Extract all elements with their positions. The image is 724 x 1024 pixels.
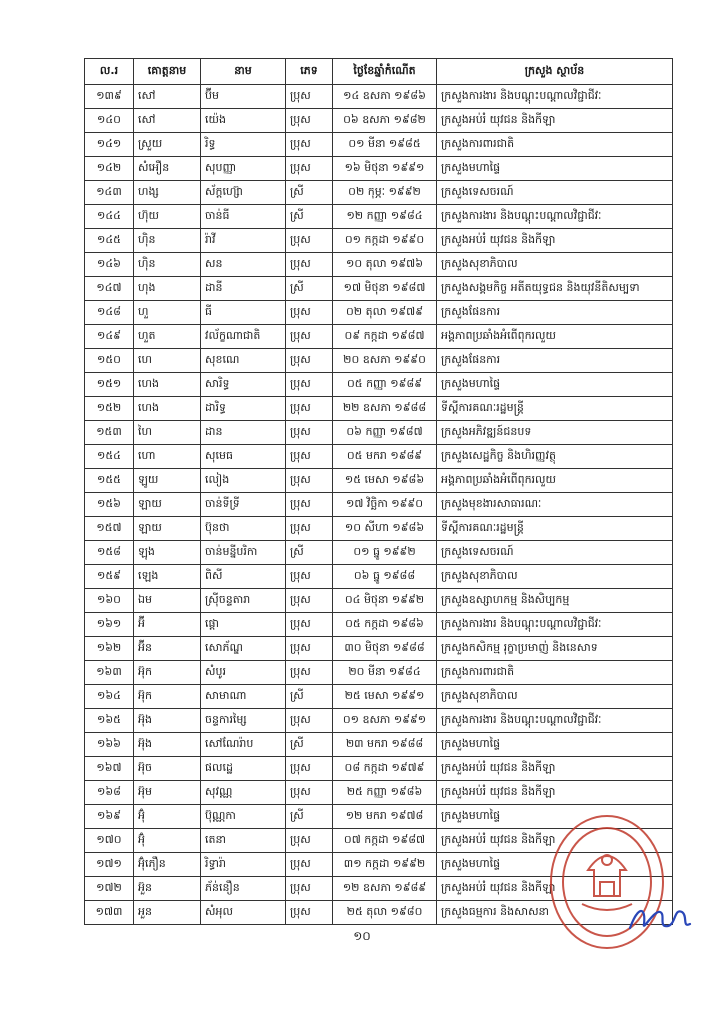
cell-number: ១៦៥: [85, 709, 134, 733]
cell-gender: ប្រុស: [286, 301, 333, 325]
cell-given-name: សារិទ្ធ: [201, 373, 286, 397]
table-row: [85, 301, 673, 325]
cell-number: ១៤៥: [85, 229, 134, 253]
cell-gender: ប្រុស: [286, 589, 333, 613]
cell-surname: ហោ: [134, 445, 201, 469]
table-row: [85, 637, 673, 661]
cell-ministry: ក្រសួងអភិវឌ្ឍន៍ជនបទ: [437, 421, 673, 445]
table-row: [85, 565, 673, 589]
cell-number: ១៥២: [85, 397, 134, 421]
cell-given-name: ចាន់ធី: [201, 205, 286, 229]
cell-gender: ប្រុស: [286, 853, 333, 877]
table-row: [85, 181, 673, 205]
cell-gender: ប្រុស: [286, 421, 333, 445]
cell-number: ១៧០: [85, 829, 134, 853]
cell-date-of-birth: ០៥ មករា ១៩៨៩: [333, 445, 437, 469]
cell-ministry: ក្រសួងអប់រំ យុវជន និងកីឡា: [437, 877, 673, 901]
cell-ministry: ក្រសួងការពារជាតិ: [437, 133, 673, 157]
header-number: ល.រ: [85, 59, 134, 85]
cell-number: ១៧១: [85, 853, 134, 877]
cell-surname: សំអឿន: [134, 157, 201, 181]
cell-number: ១៥៥: [85, 469, 134, 493]
table-body: [85, 85, 673, 925]
cell-number: ១៥៧: [85, 517, 134, 541]
table-row: [85, 685, 673, 709]
cell-number: ១៤៩: [85, 325, 134, 349]
cell-gender: ប្រុស: [286, 229, 333, 253]
cell-ministry: អង្គភាពប្រឆាំងអំពើពុករលួយ: [437, 469, 673, 493]
cell-ministry: ក្រសួងការងារ និងបណ្តុះបណ្តាលវិជ្ជាជីវៈ: [437, 613, 673, 637]
cell-given-name: ចន្ទការម្សៃ: [201, 709, 286, 733]
cell-given-name: សុមេធ: [201, 445, 286, 469]
cell-given-name: រ៉ាវី: [201, 229, 286, 253]
cell-date-of-birth: ១២ ឧសភា ១៩៨៩: [333, 877, 437, 901]
table-row: [85, 229, 673, 253]
cell-date-of-birth: ០៦ ឧសភា ១៩៨២: [333, 109, 437, 133]
cell-given-name: វល័ក្ខណាជាតិ: [201, 325, 286, 349]
cell-surname: ហេ: [134, 349, 201, 373]
cell-gender: ប្រុស: [286, 829, 333, 853]
cell-date-of-birth: ៣០ មិថុនា ១៩៨៨: [333, 637, 437, 661]
cell-gender: ប្រុស: [286, 517, 333, 541]
cell-gender: ប្រុស: [286, 565, 333, 589]
table-row: [85, 349, 673, 373]
cell-ministry: ក្រសួងឧស្សាហកម្ម និងសិប្បកម្ម: [437, 589, 673, 613]
cell-number: ១៤២: [85, 157, 134, 181]
cell-gender: ប្រុស: [286, 709, 333, 733]
cell-date-of-birth: ០១ មីនា ១៩៨៥: [333, 133, 437, 157]
cell-given-name: តេនា: [201, 829, 286, 853]
cell-surname: ហួ: [134, 301, 201, 325]
cell-given-name: សៅណែរ៉ាប: [201, 733, 286, 757]
cell-ministry: ទីស្តីការគណៈរដ្ឋមន្ត្រី: [437, 397, 673, 421]
cell-gender: ស្រី: [286, 805, 333, 829]
cell-date-of-birth: ០៩ កក្កដា ១៩៨៧: [333, 325, 437, 349]
cell-given-name: ដាន: [201, 421, 286, 445]
cell-gender: ប្រុស: [286, 469, 333, 493]
cell-number: ១៤៤: [85, 205, 134, 229]
table-row: [85, 397, 673, 421]
cell-surname: អ៊ុង: [134, 709, 201, 733]
cell-ministry: ក្រសួងមហាផ្ទៃ: [437, 373, 673, 397]
cell-gender: ប្រុស: [286, 637, 333, 661]
cell-number: ១៦៣: [85, 661, 134, 685]
table-row: [85, 613, 673, 637]
cell-gender: ប្រុស: [286, 397, 333, 421]
cell-number: ១៥៤: [85, 445, 134, 469]
cell-ministry: ក្រសួងមហាផ្ទៃ: [437, 805, 673, 829]
table-row: [85, 517, 673, 541]
cell-date-of-birth: ២២ ឧសភា ១៩៨៨: [333, 397, 437, 421]
table-row: [85, 325, 673, 349]
cell-given-name: ប៊ុណ្ណកា: [201, 805, 286, 829]
cell-number: ១៧៣: [85, 901, 134, 925]
cell-gender: ប្រុស: [286, 325, 333, 349]
cell-surname: ហេង: [134, 373, 201, 397]
cell-date-of-birth: ១០ តុលា ១៩៧៦: [333, 253, 437, 277]
cell-date-of-birth: ០១ កក្កដា ១៩៩០: [333, 229, 437, 253]
cell-surname: សៅ: [134, 109, 201, 133]
cell-number: ១៥៣: [85, 421, 134, 445]
cell-surname: អ៊ុច: [134, 757, 201, 781]
cell-given-name: ចាន់មន្នីបរិកា: [201, 541, 286, 565]
header-ministry: ក្រសួង ស្ថាប័ន: [437, 59, 673, 85]
cell-ministry: ក្រសួងសុខាភិបាល: [437, 565, 673, 589]
cell-number: ១៤៣: [85, 181, 134, 205]
cell-given-name: សាមាណា: [201, 685, 286, 709]
cell-ministry: ទីស្តីការគណៈរដ្ឋមន្ត្រី: [437, 517, 673, 541]
cell-ministry: ក្រសួងការងារ និងបណ្តុះបណ្តាលវិជ្ជាជីវៈ: [437, 85, 673, 109]
cell-number: ១៥៩: [85, 565, 134, 589]
table-row: [85, 589, 673, 613]
cell-surname: ហួត: [134, 325, 201, 349]
cell-ministry: ក្រសួងមហាផ្ទៃ: [437, 733, 673, 757]
cell-surname: អ៊ី: [134, 613, 201, 637]
cell-date-of-birth: ១៧ វិច្ឆិកា ១៩៩០: [333, 493, 437, 517]
cell-ministry: ក្រសួងសុខាភិបាល: [437, 685, 673, 709]
personnel-table: [84, 58, 673, 925]
cell-given-name: សំអុល: [201, 901, 286, 925]
header-date-of-birth: ថ្ងៃខែឆ្នាំកំណើត: [333, 59, 437, 85]
cell-date-of-birth: ១៥ មេសា ១៩៨៦: [333, 469, 437, 493]
cell-number: ១៤១: [85, 133, 134, 157]
table-row: [85, 469, 673, 493]
cell-surname: សៅ: [134, 85, 201, 109]
cell-surname: អ៊ុក: [134, 661, 201, 685]
table-row: [85, 109, 673, 133]
cell-given-name: ដានី: [201, 277, 286, 301]
cell-surname: ហ៊ិន: [134, 253, 201, 277]
cell-gender: ប្រុស: [286, 493, 333, 517]
cell-number: ១៦៩: [85, 805, 134, 829]
cell-date-of-birth: ២៥ កញ្ញា ១៩៨៦: [333, 781, 437, 805]
cell-given-name: ភ័ន់នឿន: [201, 877, 286, 901]
cell-date-of-birth: ០៧ កក្កដា ១៩៨៧: [333, 829, 437, 853]
cell-date-of-birth: ១៦ មិថុនា ១៩៩១: [333, 157, 437, 181]
cell-ministry: ក្រសួងអប់រំ យុវជន និងកីឡា: [437, 109, 673, 133]
cell-gender: ស្រី: [286, 733, 333, 757]
cell-gender: ស្រី: [286, 205, 333, 229]
cell-surname: ហៃ: [134, 421, 201, 445]
cell-ministry: ក្រសួងទេសចរណ៍: [437, 541, 673, 565]
cell-date-of-birth: ២៥ តុលា ១៩៨០: [333, 901, 437, 925]
cell-date-of-birth: ០២ តុលា ១៩៧៩: [333, 301, 437, 325]
cell-date-of-birth: ០៥ កក្កដា ១៩៨៦: [333, 613, 437, 637]
table-row: [85, 373, 673, 397]
cell-date-of-birth: ១២ មករា ១៩៧៨: [333, 805, 437, 829]
cell-surname: ហុង: [134, 277, 201, 301]
cell-ministry: ក្រសួងអប់រំ យុវជន និងកីឡា: [437, 757, 673, 781]
cell-gender: ប្រុស: [286, 661, 333, 685]
cell-surname: ឡូយ: [134, 469, 201, 493]
cell-ministry: ក្រសួងធម្មការ និងសាសនា: [437, 901, 673, 925]
cell-gender: ប្រុស: [286, 901, 333, 925]
cell-ministry: ក្រសួងសុខាភិបាល: [437, 253, 673, 277]
cell-date-of-birth: ១៧ មិថុនា ១៩៨៧: [333, 277, 437, 301]
cell-date-of-birth: ២០ ឧសភា ១៩៩០: [333, 349, 437, 373]
table-row: [85, 205, 673, 229]
cell-date-of-birth: ២០ មីនា ១៩៨៤: [333, 661, 437, 685]
cell-surname: អ៊ួន: [134, 877, 201, 901]
cell-gender: ប្រុស: [286, 373, 333, 397]
cell-ministry: ក្រសួងមហាផ្ទៃ: [437, 157, 673, 181]
cell-given-name: ផលដ្ឋេ: [201, 757, 286, 781]
table-row: [85, 445, 673, 469]
table-row: [85, 493, 673, 517]
table-row: [85, 133, 673, 157]
cell-surname: អ៊ុំភឿន: [134, 853, 201, 877]
header-given-name: នាម: [201, 59, 286, 85]
cell-ministry: អង្គភាពប្រឆាំងអំពើពុករលួយ: [437, 325, 673, 349]
cell-gender: ស្រី: [286, 277, 333, 301]
cell-given-name: ផ្ដោ: [201, 613, 286, 637]
signature: [624, 898, 694, 938]
cell-ministry: ក្រសួងមុខងារសាធារណៈ: [437, 493, 673, 517]
cell-given-name: លៀង: [201, 469, 286, 493]
cell-date-of-birth: ០៥ កញ្ញា ១៩៨៩: [333, 373, 437, 397]
cell-gender: ប្រុស: [286, 445, 333, 469]
cell-surname: ហ៊ុយ: [134, 205, 201, 229]
cell-gender: ប្រុស: [286, 877, 333, 901]
cell-given-name: យ៉េង: [201, 109, 286, 133]
cell-number: ១៤៨: [85, 301, 134, 325]
cell-given-name: សោភ័ណ្ឌ: [201, 637, 286, 661]
cell-date-of-birth: ២៥ មេសា ១៩៩១: [333, 685, 437, 709]
table-row: [85, 757, 673, 781]
cell-gender: ប្រុស: [286, 85, 333, 109]
cell-ministry: ក្រសួងការងារ និងបណ្តុះបណ្តាលវិជ្ជាជីវៈ: [437, 709, 673, 733]
cell-gender: ប្រុស: [286, 109, 333, 133]
cell-surname: ឯម: [134, 589, 201, 613]
cell-gender: ប្រុស: [286, 349, 333, 373]
table-header-row: [85, 59, 673, 85]
cell-gender: ស្រី: [286, 541, 333, 565]
cell-number: ១៣៩: [85, 85, 134, 109]
cell-ministry: ក្រសួងការពារជាតិ: [437, 661, 673, 685]
cell-date-of-birth: ០៨ កក្កដា ១៩៧៩: [333, 757, 437, 781]
header-gender: ភេទ: [286, 59, 333, 85]
cell-date-of-birth: ១០ សីហា ១៩៨៦: [333, 517, 437, 541]
cell-surname: ហេង: [134, 397, 201, 421]
table-row: [85, 157, 673, 181]
cell-number: ១៦៨: [85, 781, 134, 805]
table-row: [85, 709, 673, 733]
cell-given-name: រិទ្ធារ៉ា: [201, 853, 286, 877]
cell-given-name: សុបញ្ញា: [201, 157, 286, 181]
cell-surname: ស្រួយ: [134, 133, 201, 157]
cell-number: ១៤៦: [85, 253, 134, 277]
cell-given-name: ស័ក្ដហ្ស៊ោ: [201, 181, 286, 205]
cell-number: ១៧២: [85, 877, 134, 901]
cell-date-of-birth: ០២ កុម្ភៈ ១៩៩២: [333, 181, 437, 205]
cell-gender: ប្រុស: [286, 133, 333, 157]
cell-date-of-birth: ៣១ កក្កដា ១៩៩២: [333, 853, 437, 877]
table-row: [85, 85, 673, 109]
cell-ministry: ក្រសួងទេសចរណ៍: [437, 181, 673, 205]
cell-ministry: ក្រសួងផែនការ: [437, 349, 673, 373]
cell-ministry: ក្រសួងកសិកម្ម រុក្ខាប្រមាញ់ និងនេសាទ: [437, 637, 673, 661]
cell-gender: ប្រុស: [286, 613, 333, 637]
cell-gender: ស្រី: [286, 685, 333, 709]
cell-ministry: ក្រសួងសង្គមកិច្ច អតីតយុទ្ធជន និងយុវនីតិសម្បទា: [437, 277, 673, 301]
cell-number: ១៦១: [85, 613, 134, 637]
cell-date-of-birth: ០១ ឧសភា ១៩៩១: [333, 709, 437, 733]
cell-ministry: ក្រសួងអប់រំ យុវជន និងកីឡា: [437, 229, 673, 253]
cell-surname: ហ៊ិន: [134, 229, 201, 253]
cell-number: ១៥០: [85, 349, 134, 373]
cell-surname: អ៊ុំ: [134, 829, 201, 853]
cell-gender: ប្រុស: [286, 781, 333, 805]
table-row: [85, 733, 673, 757]
cell-number: ១៥៨: [85, 541, 134, 565]
cell-given-name: ដារិទ្ធ: [201, 397, 286, 421]
cell-date-of-birth: ១២ កញ្ញា ១៩៨៤: [333, 205, 437, 229]
cell-ministry: ក្រសួងមហាផ្ទៃ: [437, 853, 673, 877]
cell-given-name: ពិសី: [201, 565, 286, 589]
cell-number: ១៤៧: [85, 277, 134, 301]
cell-date-of-birth: ០៤ មិថុនា ១៩៩២: [333, 589, 437, 613]
cell-number: ១៤០: [85, 109, 134, 133]
cell-given-name: សំបូរ: [201, 661, 286, 685]
cell-given-name: ប៊ីម: [201, 85, 286, 109]
cell-ministry: ក្រសួងផែនការ: [437, 301, 673, 325]
cell-surname: អួន: [134, 901, 201, 925]
header-surname: គោត្តនាម: [134, 59, 201, 85]
cell-surname: អ៊ុម: [134, 781, 201, 805]
cell-surname: ឡេង: [134, 565, 201, 589]
cell-gender: ប្រុស: [286, 157, 333, 181]
cell-number: ១៦៤: [85, 685, 134, 709]
cell-ministry: ក្រសួងសេដ្ឋកិច្ច និងហិរញ្ញវត្ថុ: [437, 445, 673, 469]
table-row: [85, 541, 673, 565]
cell-surname: ឡុង: [134, 541, 201, 565]
cell-gender: ប្រុស: [286, 253, 333, 277]
cell-given-name: សុខណេ: [201, 349, 286, 373]
cell-date-of-birth: ០៦ កញ្ញា ១៩៨៧: [333, 421, 437, 445]
table-row: [85, 421, 673, 445]
cell-given-name: ប៊ុនថា: [201, 517, 286, 541]
cell-gender: ស្រី: [286, 181, 333, 205]
cell-number: ១៥១: [85, 373, 134, 397]
table-row: [85, 661, 673, 685]
cell-given-name: រិទ្ធ: [201, 133, 286, 157]
table-row: [85, 253, 673, 277]
cell-gender: ប្រុស: [286, 757, 333, 781]
cell-surname: អ៊ីន: [134, 637, 201, 661]
cell-given-name: សុវណ្ណ: [201, 781, 286, 805]
cell-ministry: ក្រសួងអប់រំ យុវជន និងកីឡា: [437, 829, 673, 853]
cell-date-of-birth: ១៤ ឧសភា ១៩៨៦: [333, 85, 437, 109]
cell-number: ១៦៧: [85, 757, 134, 781]
cell-ministry: ក្រសួងអប់រំ យុវជន និងកីឡា: [437, 781, 673, 805]
cell-surname: ឡាយ: [134, 517, 201, 541]
table-row: [85, 781, 673, 805]
cell-surname: អ៊ុំ: [134, 805, 201, 829]
cell-date-of-birth: ០៦ ធ្នូ ១៩៨៨: [333, 565, 437, 589]
cell-surname: អ៊ុក: [134, 685, 201, 709]
cell-given-name: ធី: [201, 301, 286, 325]
cell-given-name: ចាន់ទីទ្រី: [201, 493, 286, 517]
cell-surname: ហង្ស: [134, 181, 201, 205]
cell-ministry: ក្រសួងការងារ និងបណ្តុះបណ្តាលវិជ្ជាជីវៈ: [437, 205, 673, 229]
cell-number: ១៦០: [85, 589, 134, 613]
cell-number: ១៥៦: [85, 493, 134, 517]
cell-date-of-birth: ០១ ធ្នូ ១៩៩២: [333, 541, 437, 565]
cell-given-name: សន: [201, 253, 286, 277]
cell-number: ១៦២: [85, 637, 134, 661]
table-row: [85, 277, 673, 301]
cell-date-of-birth: ២៣ មករា ១៩៨៨: [333, 733, 437, 757]
cell-given-name: ស៊្រីចន្ទតារា: [201, 589, 286, 613]
page-number: ១០: [353, 929, 371, 943]
cell-number: ១៦៦: [85, 733, 134, 757]
cell-surname: អ៊ុង: [134, 733, 201, 757]
cell-surname: ឡាយ: [134, 493, 201, 517]
